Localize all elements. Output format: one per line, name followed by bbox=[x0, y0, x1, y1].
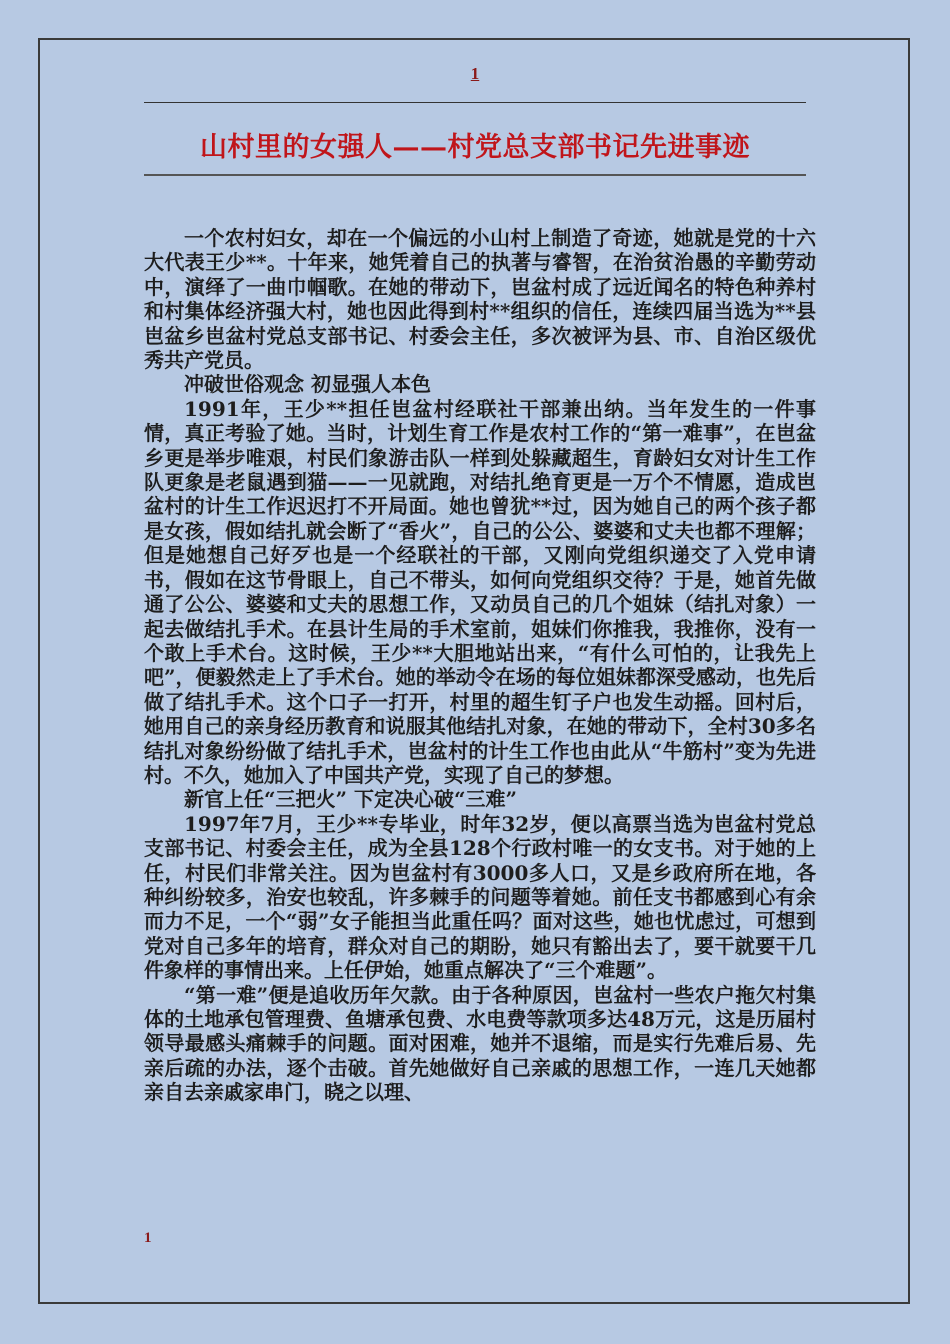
section-heading-2: 新官上任“三把火” 下定决心破“三难” bbox=[184, 787, 517, 812]
title-divider bbox=[144, 174, 806, 176]
paragraph-intro: 一个农村妇女，却在一个偏远的小山村上制造了奇迹，她就是党的十六大代表王少**。十年来，她凭着自己的执著与睿智，在治贫治愚的辛勤劳动中，演绎了一曲巾帼歌。在她的带动下，岜盆村成了远近闻名的特色种养村和村集体经济强大村，她也因此得到村**组织的信任，连续四届当选为**县岜盆乡岜盆村党总支部书记、村委会主任，多次被评为县、市、自治区级优秀共产党员。 bbox=[144, 226, 816, 373]
header-page-number: 1 bbox=[470, 64, 480, 83]
footer-page-number: 1 bbox=[144, 1230, 152, 1246]
header-divider bbox=[144, 102, 806, 103]
paragraph-1997: 1997年7月，王少**专毕业，时年32岁，便以高票当选为岜盆村党总支部书记、村委会主任，成为全县128个行政村唯一的女支书。对于她的上任，村民们非常关注。因为岜盆村有3000多人口，又是乡政府所在地，各种纠纷较多，治安也较乱，许多棘手的问题等着她。前任支书都感到心有余而力不足，一个“弱”女子能担当此重任吗？面对这些，她也忧虑过，可想到党对自己多年的培育，群众对自己的期盼，她只有豁出去了，要干就要干几件象样的事情出来。上任伊始，她重点解决了“三个难题”。 bbox=[144, 811, 816, 983]
section-heading-1: 冲破世俗观念 初显强人本色 bbox=[184, 372, 431, 397]
paragraph-1991: 1991年，王少**担任岜盆村经联社干部兼出纳。当年发生的一件事情，真正考验了她。当时，计划生育工作是农村工作的“第一难事”，在岜盆乡更是举步唯艰，村民们象游击队一样到处躲藏超生，育龄妇女对计生工作队更象是老鼠遇到猫——一见就跑，对结扎绝育更是一万个不情愿，造成岜盆村的计生工作迟迟打不开局面。她也曾犹**过，因为她自己的两个孩子都是女孩，假如结扎就会断了“香火”，自己的公公、婆婆和丈夫也都不理解；但是她想自己好歹也是一个经联社的干部，又刚向党组织递交了入党申请书，假如在这节骨眼上，自己不带头，如何向党组织交待？于是，她首先做通了公公、婆婆和丈夫的思想工作，又动员自己的几个姐妹（结扎对象）一起去做结扎手术。在县计生局的手术室前，姐妹们你推我，我推你，没有一个敢上手术台。这时候，王少**大胆地站出来，“有什么可怕的，让我先上吧”，便毅然走上了手术台。她的举动令在场的每位姐妹都深受感动，也先后做了结扎手术。这个口子一打开，村里的超生钉子户也发生动摇。回村后，她用自己的亲身经历教育和说服其他结扎对象，在她的带动下，全村30多名结扎对象纷纷做了结扎手术，岜盆村的计生工作也由此从“牛筋村”变为先进村。不久，她加入了中国共产党，实现了自己的梦想。 bbox=[144, 396, 816, 787]
paragraph-first-difficulty: “第一难”便是追收历年欠款。由于各种原因，岜盆村一些农户拖欠村集体的土地承包管理费、鱼塘承包费、水电费等款项多达48万元，这是历届村领导最感头痛棘手的问题。面对困难，她并不退缩，而是实行先难后易、先亲后疏的办法，逐个击破。首先她做好自己亲戚的思想工作，一连几天她都亲自去亲戚家串门，晓之以理、 bbox=[144, 982, 816, 1105]
document-body bbox=[144, 226, 816, 1105]
document-title: 山村里的女强人——村党总支部书记先进事迹 bbox=[200, 132, 750, 163]
